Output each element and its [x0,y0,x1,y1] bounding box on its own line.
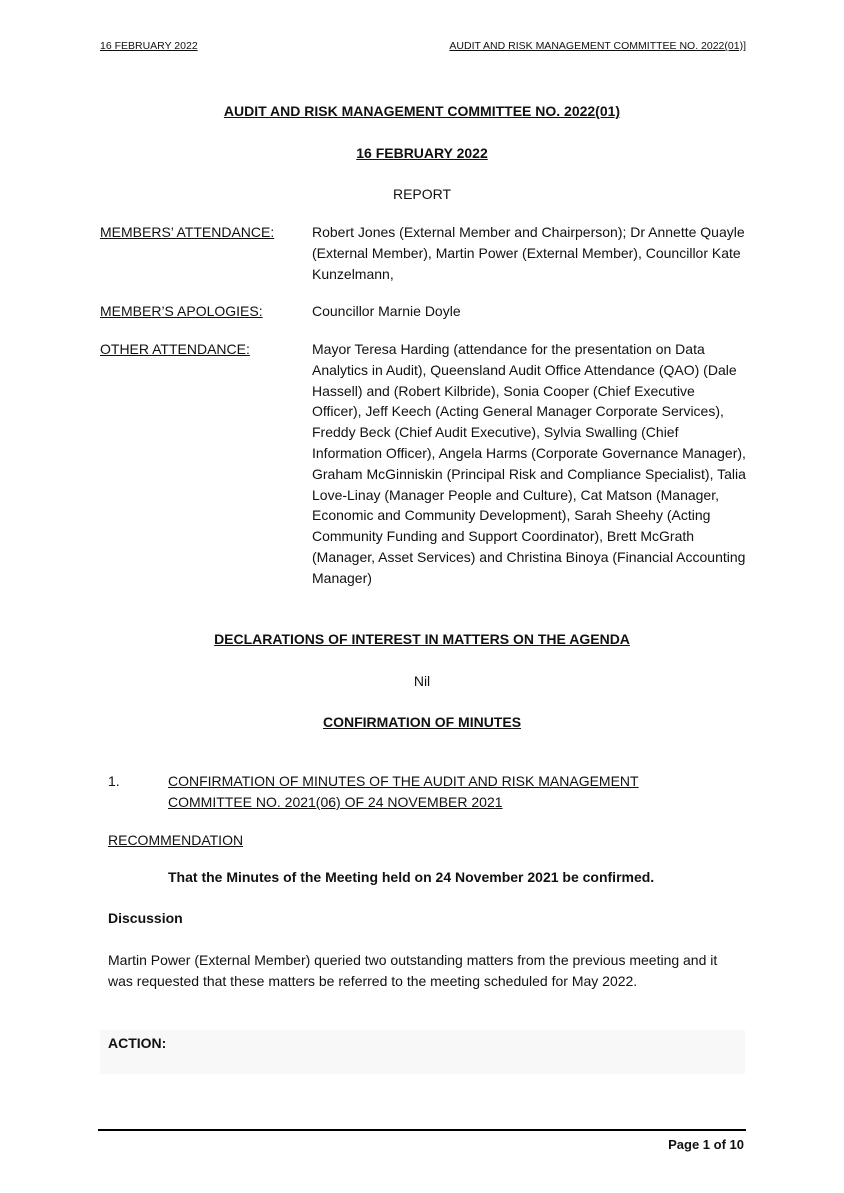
report-label: REPORT [392,186,452,202]
members-attendance-value: Robert Jones (External Member and Chairperson); Dr Annette Quayle (External Member), Martin Power (External Member), Councillor Kate Kunzelmann, [312,224,745,282]
recommendation-text: That the Minutes of the Meeting held on 24 November 2021 be confirmed. [168,869,655,885]
other-attendance-value: Mayor Teresa Harding (attendance for the presentation on Data Analytics in Audit), Queensland Audit Office Attendance (QAO) (Dale Hassell) and (Robert Kilbride), Sonia Cooper (Chief Executive Officer), Jeff Keech (Acting General Manager Corporate Services), Freddy Beck (Chief Audit Executive), Sylvia Swalling (Chief Information Officer), Angela Harms (Corporate Governance Manager), Graham McGinniskin (Principal Risk and Compliance Specialist), Talia Love-Linay (Manager People and Culture), Cat Matson (Manager, Economic and Community Development), Sarah Sheehy (Acting Community Funding and Support Coordinator), Brett McGrath (Manager, Asset Services) and Christina Binoya (Financial Accounting Manager) [312,341,746,586]
document-title: AUDIT AND RISK MANAGEMENT COMMITTEE NO. 2022(01) [223,103,621,119]
member-apologies-value: Councillor Marnie Doyle [312,303,461,319]
item-number: 1. [108,773,120,789]
member-apologies-label: MEMBER’S APOLOGIES: [100,303,263,319]
footer-divider [98,1129,746,1131]
page-number: Page 1 of 10 [668,1137,744,1152]
declarations-heading: DECLARATIONS OF INTEREST IN MATTERS ON THE AGENDA [214,631,630,647]
discussion-text: Martin Power (External Member) queried two outstanding matters from the previous meeting and it was requested that these matters be referred to the meeting scheduled for May 2022. [108,952,718,989]
recommendation-label: RECOMMENDATION [108,832,244,848]
action-label: ACTION: [108,1035,167,1051]
action-box [100,1030,745,1074]
item-title: CONFIRMATION OF MINUTES OF THE AUDIT AND RISK MANAGEMENT COMMITTEE NO. 2021(06) OF 24 NOVEMBER 2021 [168,773,639,810]
other-attendance-label: OTHER ATTENDANCE: [100,341,250,357]
discussion-label: Discussion [108,910,183,926]
header-date: 16 FEBRUARY 2022 [100,40,198,52]
declarations-value: Nil [413,673,431,689]
members-attendance-label: MEMBERS’ ATTENDANCE: [100,224,275,240]
header-committee: AUDIT AND RISK MANAGEMENT COMMITTEE NO. 2022(01)] [449,40,746,52]
confirmation-heading: CONFIRMATION OF MINUTES [322,714,522,730]
meeting-date: 16 FEBRUARY 2022 [356,145,488,161]
